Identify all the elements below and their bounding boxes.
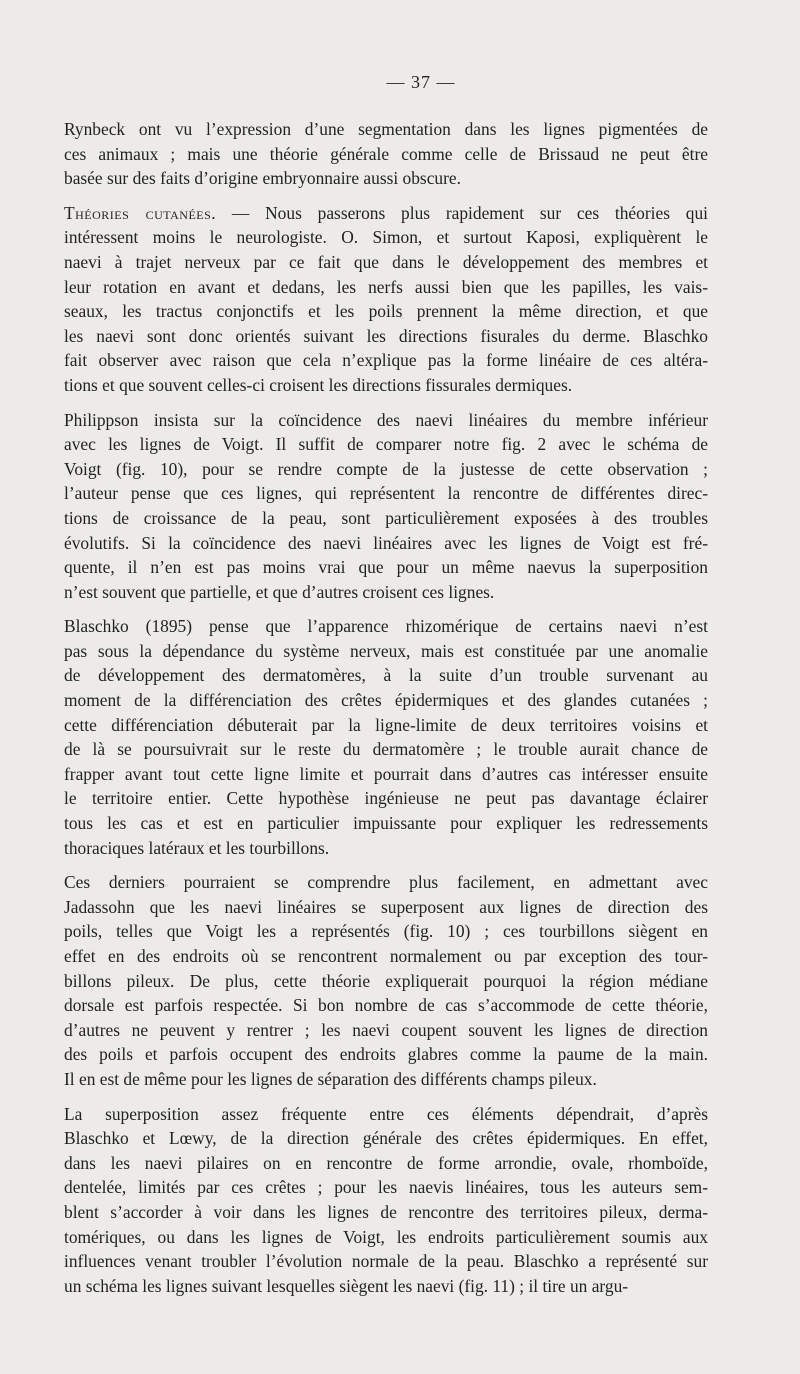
- text-line: moment de la différenciation des crêtes épidermiques et des glandes cutanées ;: [64, 690, 708, 711]
- paragraph: [64, 408, 708, 605]
- paragraph: [64, 1102, 708, 1299]
- text-run: — Nous passerons plus rapidement sur ces théories qui: [216, 202, 708, 223]
- text-line: billons pileux. De plus, cette théorie expliquerait pourquoi la région médiane: [64, 970, 708, 991]
- text-line: Ces derniers pourraient se comprendre plus facilement, en admettant avec: [64, 872, 708, 893]
- text-line: pas sous la dépendance du système nerveux, mais est constituée par une anomalie: [64, 640, 708, 661]
- text-line: Blaschko (1895) pense que l’apparence rhizomérique de certains naevi n’est: [64, 616, 708, 637]
- text-line: quente, il n’en est pas moins vrai que pour un même naevus la superposition: [64, 557, 708, 578]
- text-line: intéressent moins le neurologiste. O. Simon, et surtout Kaposi, expliquèrent le: [64, 227, 708, 248]
- text-line: influences venant troubler l’évolution normale de la peau. Blaschko a représenté sur: [64, 1251, 708, 1272]
- text-line: Jadassohn que les naevi linéaires se superposent aux lignes de direction des: [64, 896, 708, 917]
- text-line: naevi à trajet nerveux par ce fait que dans le développement des membres et: [64, 251, 708, 272]
- text-line: d’autres ne peuvent y rentrer ; les naevi coupent souvent les lignes de direction: [64, 1019, 708, 1040]
- page-number: — 37 —: [386, 72, 456, 92]
- text-line: Il en est de même pour les lignes de séparation des différents champs pileux.: [64, 1068, 597, 1089]
- text-line: La superposition assez fréquente entre ces éléments dépendrait, d’après: [64, 1103, 708, 1124]
- text-line: thoraciques latéraux et les tourbillons.: [64, 837, 330, 858]
- text-line: seaux, les tractus conjonctifs et les poils prennent la même direction, et que: [64, 301, 708, 322]
- text-line: Philippson insista sur la coïncidence des naevi linéaires du membre inférieur: [64, 409, 708, 430]
- text-line: tions de croissance de la peau, sont particulièrement exposées à des troubles: [64, 507, 708, 528]
- text-line: fait observer avec raison que cela n’explique pas la forme linéaire de ces altéra-: [64, 350, 708, 371]
- text-line: de développement des dermatomères, à la suite d’un trouble survenant au: [64, 665, 708, 686]
- text-line: avec les lignes de Voigt. Il suffit de comparer notre fig. 2 avec le schéma de: [64, 434, 708, 455]
- text-line: cette différenciation débuterait par la ligne-limite de deux territoires voisins et: [64, 714, 708, 735]
- text-line: tions et que souvent celles-ci croisent les directions fissurales dermiques.: [64, 374, 573, 395]
- text-line: dans les naevi pilaires on en rencontre de forme arrondie, ovale, rhomboïde,: [64, 1152, 708, 1173]
- text-line: de là se poursuivrait sur le reste du dermatomère ; le trouble aurait chance de: [64, 739, 708, 760]
- text-line: des poils et parfois occupent des endroits glabres comme la paume de la main.: [64, 1044, 708, 1065]
- text-line: Blaschko et Lœwy, de la direction générale des crêtes épidermiques. En effet,: [64, 1128, 708, 1149]
- text-line: poils, telles que Voigt les a représentés (fig. 10) ; ces tourbillons siègent en: [64, 921, 708, 942]
- text-line: n’est souvent que partielle, et que d’autres croisent ces lignes.: [64, 581, 495, 602]
- text-line: [64, 201, 708, 226]
- text-body: [64, 117, 708, 1298]
- paragraph: [64, 870, 708, 1091]
- text-line: frapper avant tout cette ligne limite et pourrait dans d’autres cas intéresser ensuite: [64, 763, 708, 784]
- text-line: le territoire entier. Cette hypothèse ingénieuse ne peut pas davantage éclairer: [64, 788, 708, 809]
- text-line: dentelée, limités par ces crêtes ; pour les naevis linéaires, tous les auteurs sem-: [64, 1177, 708, 1198]
- text-line: l’auteur pense que ces lignes, qui représentent la rencontre de différentes direc-: [64, 483, 708, 504]
- text-line: tomériques, ou dans les lignes de Voigt, les endroits particulièrement soumis aux: [64, 1226, 708, 1247]
- section-heading: Théories cutanées.: [64, 202, 217, 223]
- text-line: Rynbeck ont vu l’expression d’une segmentation dans les lignes pigmentées de: [64, 119, 708, 139]
- text-line: ces animaux ; mais une théorie générale comme celle de Brissaud ne peut être: [64, 143, 708, 164]
- paragraph: [64, 117, 708, 191]
- text-line: effet en des endroits où se rencontrent normalement ou par exception des tour-: [64, 946, 708, 966]
- text-line: blent s’accorder à voir dans les lignes de rencontre des territoires pileux, derma-: [64, 1201, 708, 1222]
- text-line: Voigt (fig. 10), pour se rendre compte de la justesse de cette observation ;: [64, 458, 708, 479]
- text-line: évolutifs. Si la coïncidence des naevi linéaires avec les lignes de Voigt est fré-: [64, 532, 708, 553]
- text-line: tous les cas et est en particulier impuissante pour expliquer les redressements: [64, 813, 708, 834]
- text-line: leur rotation en avant et dedans, les nerfs aussi bien que les papilles, les vais-: [64, 276, 708, 297]
- text-line: un schéma les lignes suivant lesquelles siègent les naevi (fig. 11) ; il tire un argu-: [64, 1275, 629, 1296]
- text-line: les naevi sont donc orientés suivant les directions fisurales du derme. Blaschko: [64, 325, 708, 346]
- text-line: dorsale est parfois respectée. Si bon nombre de cas s’accommode de cette théorie,: [64, 995, 708, 1016]
- paragraph: [64, 614, 708, 860]
- text-line: basée sur des faits d’origine embryonnaire aussi obscure.: [64, 168, 461, 189]
- paragraph: [64, 201, 708, 398]
